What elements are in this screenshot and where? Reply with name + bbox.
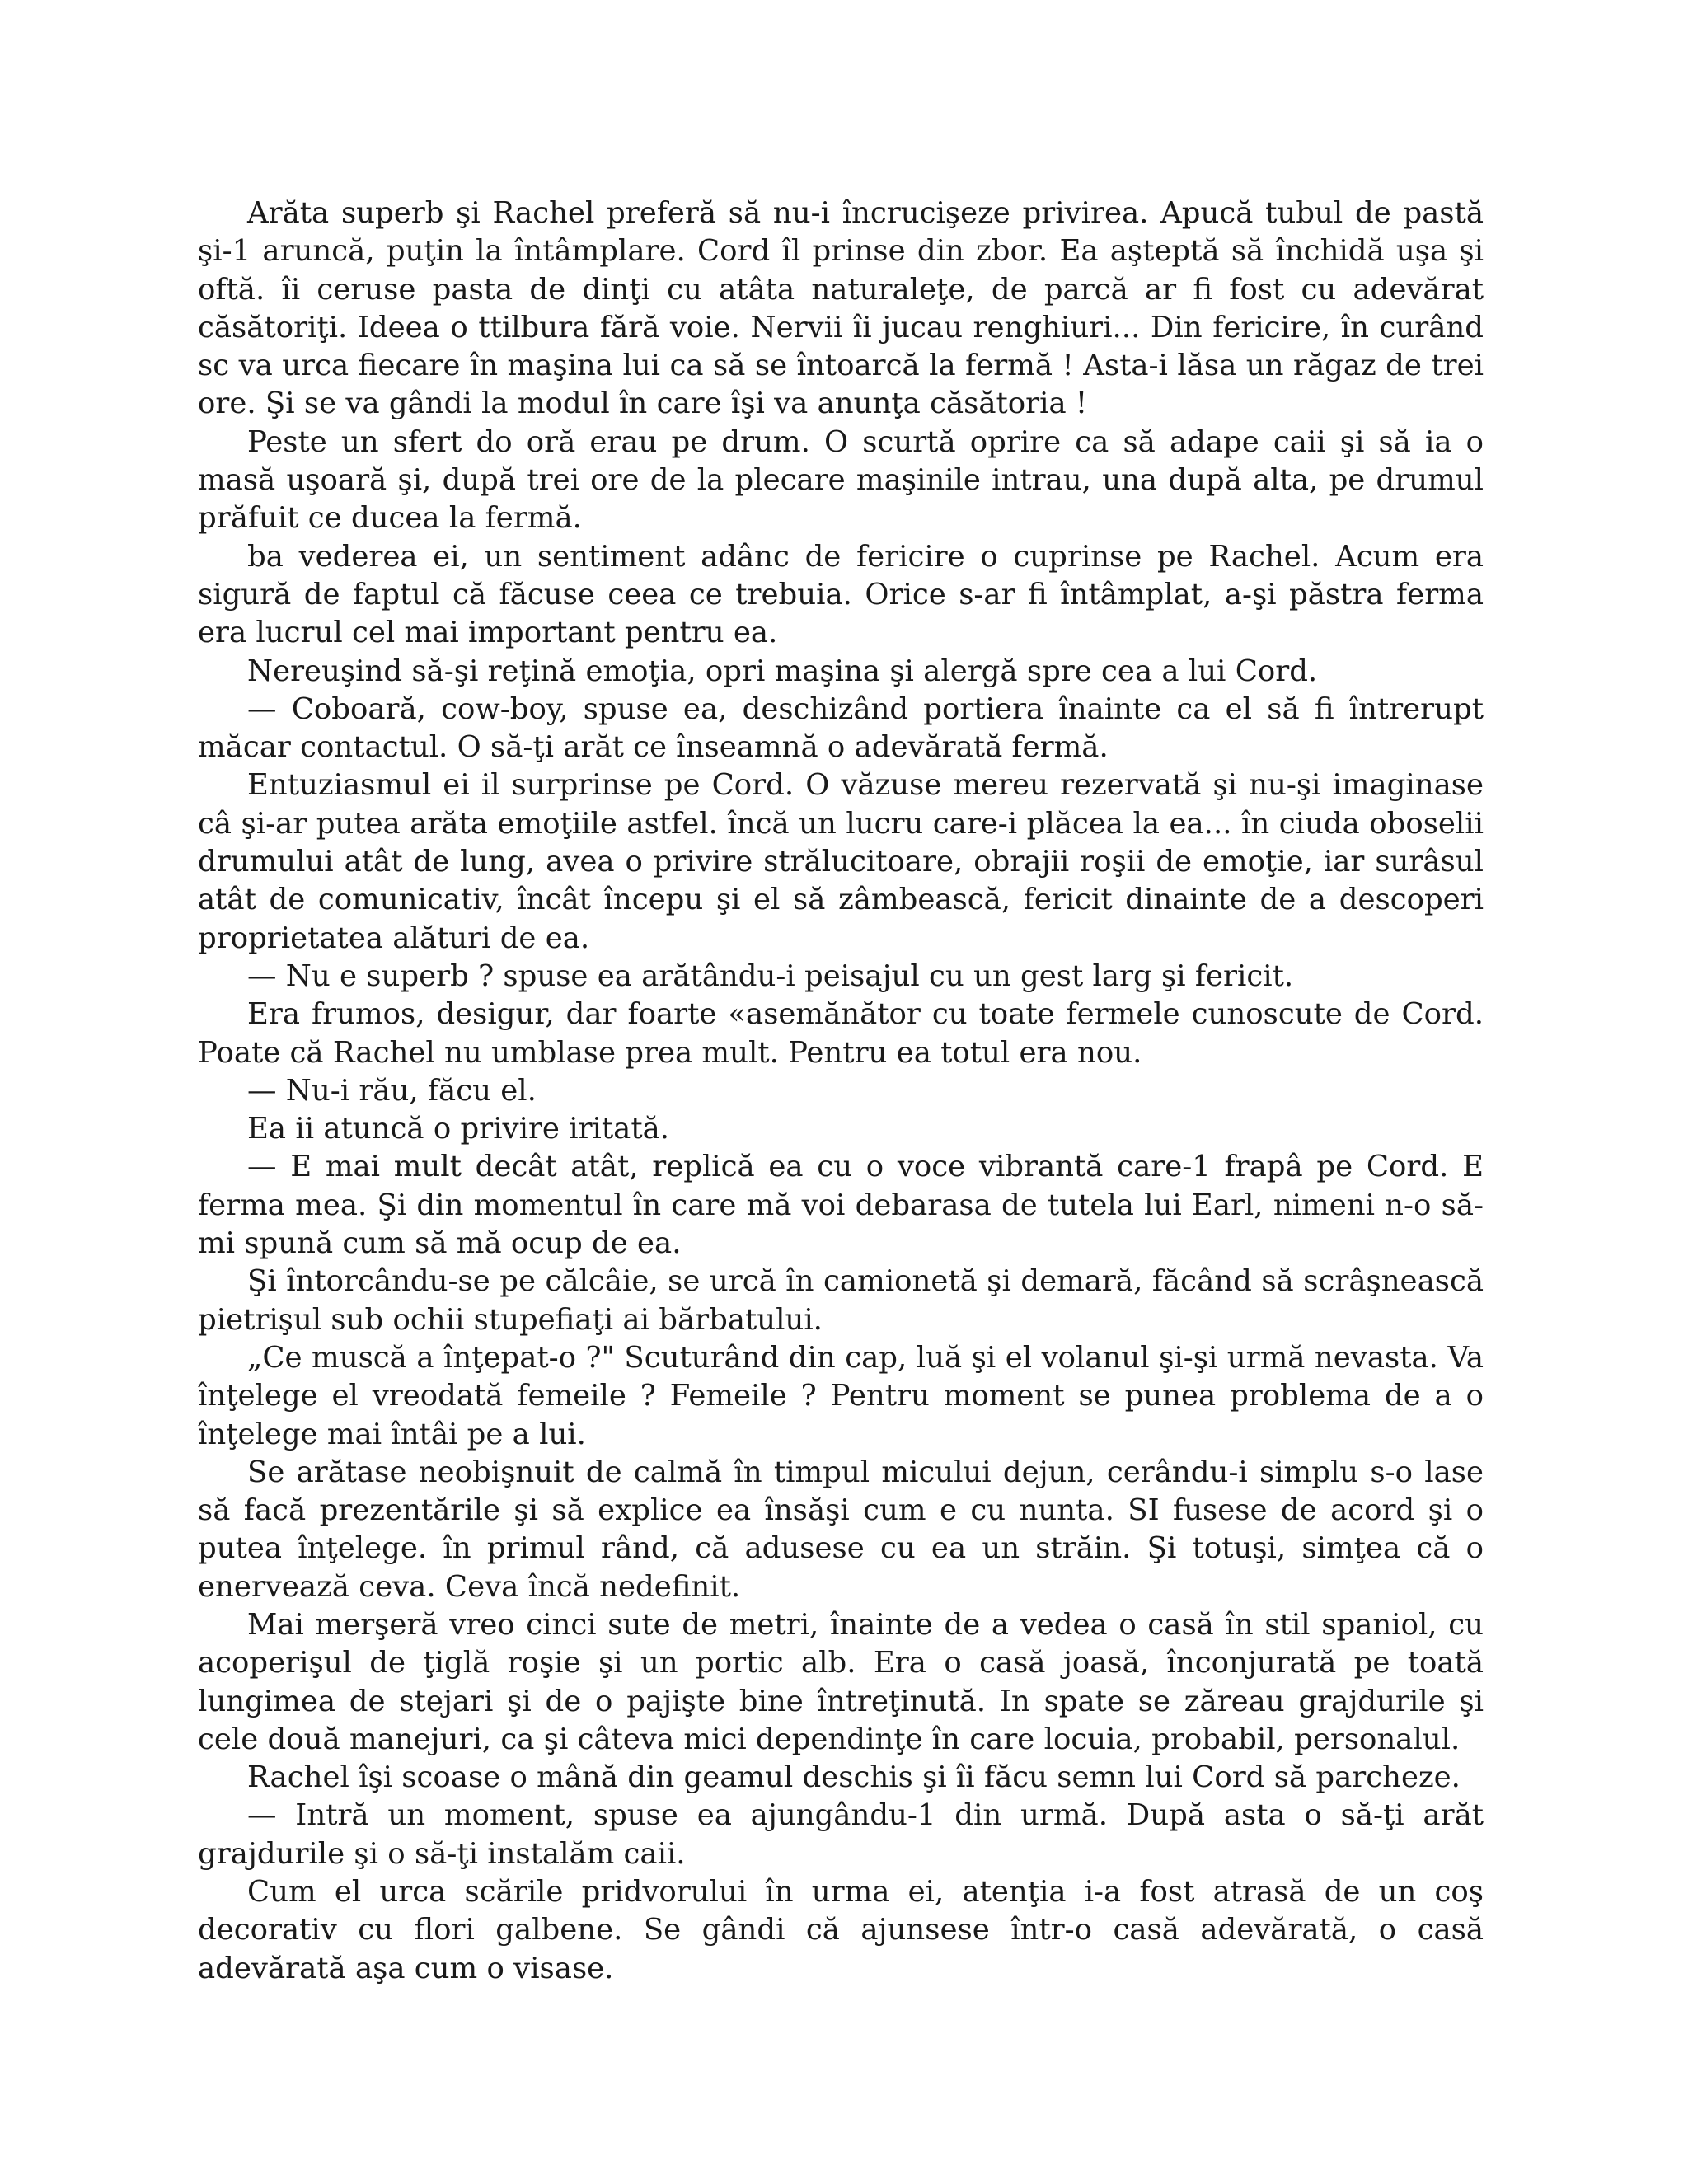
paragraph-14: Se arătase neobişnuit de calmă în timpul micului dejun, cerându-i simplu s-o lase să facă prezentările şi să explice ea însăşi cum e cu nunta. SI fusese de acord şi o putea înţelege. în primul rând, că adusese cu ea un străin. Şi totuşi, simţea că o enervează ceva. Ceva încă nedefinit.: [198, 1455, 1484, 1604]
paragraph-3: ba vederea ei, un sentiment adânc de fericire o cuprinse pe Rachel. Acum era sigură de faptul că făcuse ceea ce trebuia. Orice s-ar fi întâmplat, a-şi păstra ferma era lucrul cel mai important pentru ea.: [198, 539, 1484, 650]
paragraph-16: Rachel îşi scoase o mână din geamul deschis şi îi făcu semn lui Cord să parcheze.: [247, 1760, 1461, 1795]
paragraph-9: — Nu-i rău, făcu el.: [247, 1073, 537, 1108]
paragraph-11: — E mai mult decât atât, replică ea cu o voce vibrantă care-1 frapâ pe Cord. E ferma mea. Şi din momentul în care mă voi debarasa de tutela lui Earl, nimeni n-o să-mi spună cum să mă ocup de ea.: [198, 1150, 1484, 1261]
paragraph-1: Arăta superb şi Rachel preferă să nu-i încrucişeze privirea. Apucă tubul de pastă şi-1 aruncă, puţin la întâmplare. Cord îl prinse din zbor. Ea aşteptă să închidă uşa şi oftă. îi ceruse pasta de dinţi cu atâta naturaleţe, de parcă ar fi fost cu adevărat căsătoriţi. Ideea o ttilbura fără voie. Nervii îi jucau renghiuri... Din fericire, în curând sc va urca fiecare în maşina lui ca să se întoarcă la fermă ! Asta-i lăsa un răgaz de trei ore. Şi se va gândi la modul în care îşi va anunţa căsătoria !: [198, 196, 1484, 421]
paragraph-6: Entuziasmul ei il surprinse pe Cord. O văzuse mereu rezervată şi nu-şi imaginase câ şi-ar putea arăta emoţiile astfel. încă un lucru care-i plăcea la ea... în ciuda oboselii drumului atât de lung, avea o privire strălucitoare, obrajii roşii de emoţie, iar surâsul atât de comunicativ, încât începu şi el să zâmbească, fericit dinainte de a descoperi proprietatea alături de ea.: [198, 768, 1484, 955]
page-body: [198, 194, 1484, 1988]
paragraph-17: — Intră un moment, spuse ea ajungându-1 din urmă. După asta o să-ţi arăt grajdurile şi o să-ţi instalăm caii.: [198, 1798, 1484, 1871]
paragraph-15: Mai merşeră vreo cinci sute de metri, înainte de a vedea o casă în stil spaniol, cu acoperişul de ţiglă roşie şi un portic alb. Era o casă joasă, înconjurată pe toată lungimea de stejari şi de o pajişte bine întreţinută. In spate se zăreau grajdurile şi cele două manejuri, ca şi câteva mici dependinţe în care locuia, probabil, personalul.: [198, 1607, 1484, 1756]
paragraph-13: „Ce muscă a înţepat-o ?" Scuturând din cap, luă şi el volanul şi-şi urmă nevasta. Va înţelege el vreodată femeile ? Femeile ? Pentru moment se punea problema de a o înţelege mai întâi pe a lui.: [198, 1340, 1484, 1451]
paragraph-18: Cum el urca scările pridvorului în urma ei, atenţia i-a fost atrasă de un coş decorativ cu flori galbene. Se gândi că ajunsese într-o casă adevărată, o casă adevărată aşa cum o visase.: [198, 1875, 1484, 1985]
paragraph-10: Ea ii atuncă o privire iritată.: [247, 1112, 670, 1146]
paragraph-12: Şi întorcându-se pe călcâie, se urcă în camionetă şi demară, făcând să scrâşnească pietrişul sub ochii stupefiaţi ai bărbatului.: [198, 1264, 1484, 1337]
paragraph-7: — Nu e superb ? spuse ea arătându-i peisajul cu un gest larg şi fericit.: [247, 958, 1294, 993]
paragraph-8: Era frumos, desigur, dar foarte «asemănător cu toate fermele cunoscute de Cord. Poate că Rachel nu umblase prea mult. Pentru ea totul era nou.: [198, 997, 1484, 1070]
paragraph-2: Peste un sfert do oră erau pe drum. O scurtă oprire ca să adape caii şi să ia o masă uşoară şi, după trei ore de la plecare maşinile intrau, una după alta, pe drumul prăfuit ce ducea la fermă.: [198, 424, 1484, 536]
paragraph-4: Nereuşind să-şi reţină emoţia, opri maşina şi alergă spre cea a lui Cord.: [247, 654, 1318, 688]
paragraph-5: — Coboară, cow-boy, spuse ea, deschizând portiera înainte ca el să fi întrerupt măcar contactul. O să-ţi arăt ce înseamnă o adevărată fermă.: [198, 691, 1484, 765]
